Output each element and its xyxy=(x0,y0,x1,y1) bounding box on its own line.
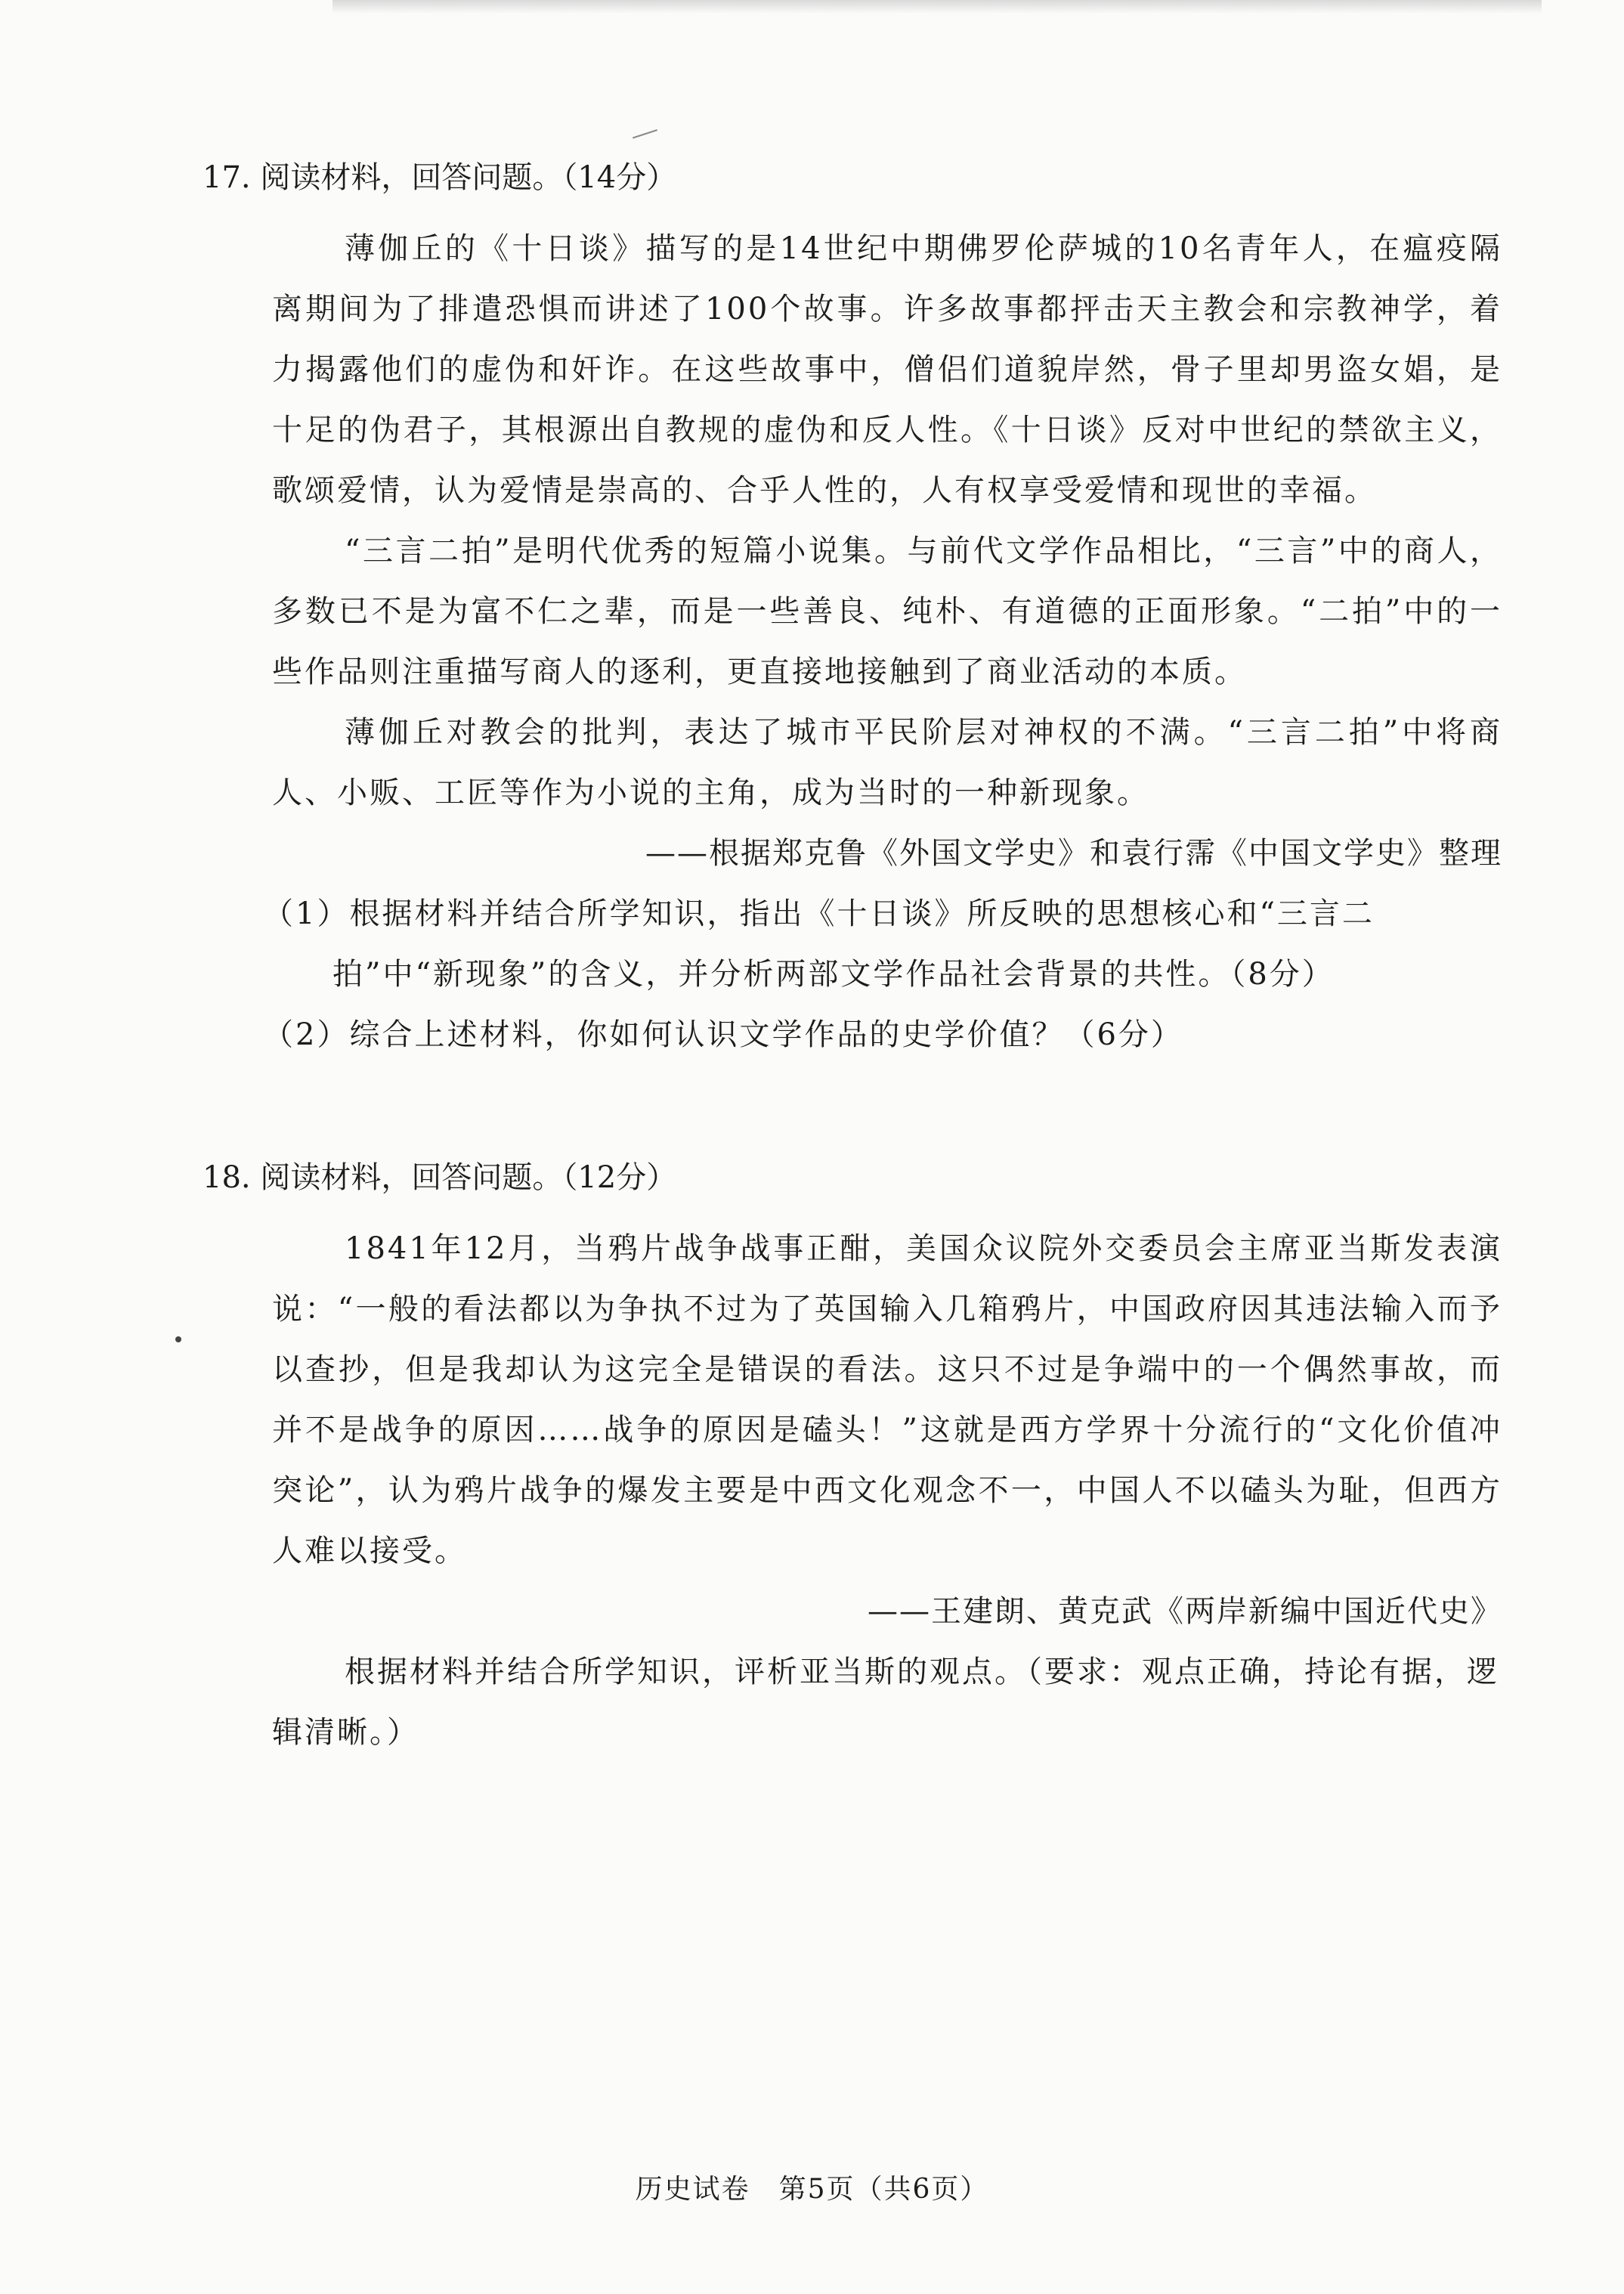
question-17-subquestion-1: （1）根据材料并结合所学知识，指出《十日谈》所反映的思想核心和“三言二拍”中“新现象”的含义，并分析两部文学作品社会背景的共性。（8分） xyxy=(263,896,1375,992)
pen-mark xyxy=(633,129,660,146)
question-17-source: ——根据郑克鲁《外国文学史》和袁行霈《中国文学史》整理 xyxy=(645,836,1502,871)
question-17-material-paragraph-3: 薄伽丘对教会的批判，表达了城市平民阶层对神权的不满。“三言二拍”中将商人、小贩、工匠等作为小说的主角，成为当时的一种新现象。 xyxy=(272,715,1502,810)
question-17-material-paragraph-2: “三言二拍”是明代优秀的短篇小说集。与前代文学作品相比，“三言”中的商人，多数已不是为富不仁之辈，而是一些善良、纯朴、有道德的正面形象。“二拍”中的一些作品则注重描写商人的逐利，更直接地接触到了商业活动的本质。 xyxy=(272,534,1502,689)
ink-dot xyxy=(175,1336,181,1342)
question-18-heading: 18. 阅读材料，回答问题。（12分） xyxy=(203,1160,677,1195)
question-18-source: ——王建朗、黄克武《两岸新编中国近代史》 xyxy=(868,1594,1502,1629)
page-footer: 历史试卷 第5页（共6页） xyxy=(635,2174,989,2205)
question-17 xyxy=(203,155,1502,1065)
question-18-instruction: 根据材料并结合所学知识，评析亚当斯的观点。（要求：观点正确，持论有据，逻辑清晰。） xyxy=(272,1655,1499,1750)
question-17-heading: 17. 阅读材料，回答问题。（14分） xyxy=(203,160,677,195)
question-18-material-paragraph: 1841年12月，当鸦片战争战事正酣，美国众议院外交委员会主席亚当斯发表演说：“一般的看法都以为争执不过为了英国输入几箱鸦片，中国政府因其违法输入而予以查抄，但是我却认为这完全是错误的看法。这只不过是争端中的一个偶然事故，而并不是战争的原因……战争的原因是磕头！”这就是西方学界十分流行的“文化价值冲突论”，认为鸦片战争的爆发主要是中西文化观念不一，中国人不以磕头为耻，但西方人难以接受。 xyxy=(272,1231,1502,1568)
scan-edge xyxy=(333,0,1542,14)
question-18 xyxy=(203,1155,1502,1763)
question-17-material-paragraph-1: 薄伽丘的《十日谈》描写的是14世纪中期佛罗伦萨城的10名青年人，在瘟疫隔离期间为了排遣恐惧而讲述了100个故事。许多故事都抨击天主教会和宗教神学，着力揭露他们的虚伪和奸诈。在这些故事中，僧侣们道貌岸然，骨子里却男盗女娼，是十足的伪君子，其根源出自教规的虚伪和反人性。《十日谈》反对中世纪的禁欲主义，歌颂爱情，认为爱情是崇高的、合乎人性的，人有权享受爱情和现世的幸福。 xyxy=(272,231,1502,508)
question-17-subquestion-2: （2）综合上述材料，你如何认识文学作品的史学价值？（6分） xyxy=(263,1017,1183,1052)
